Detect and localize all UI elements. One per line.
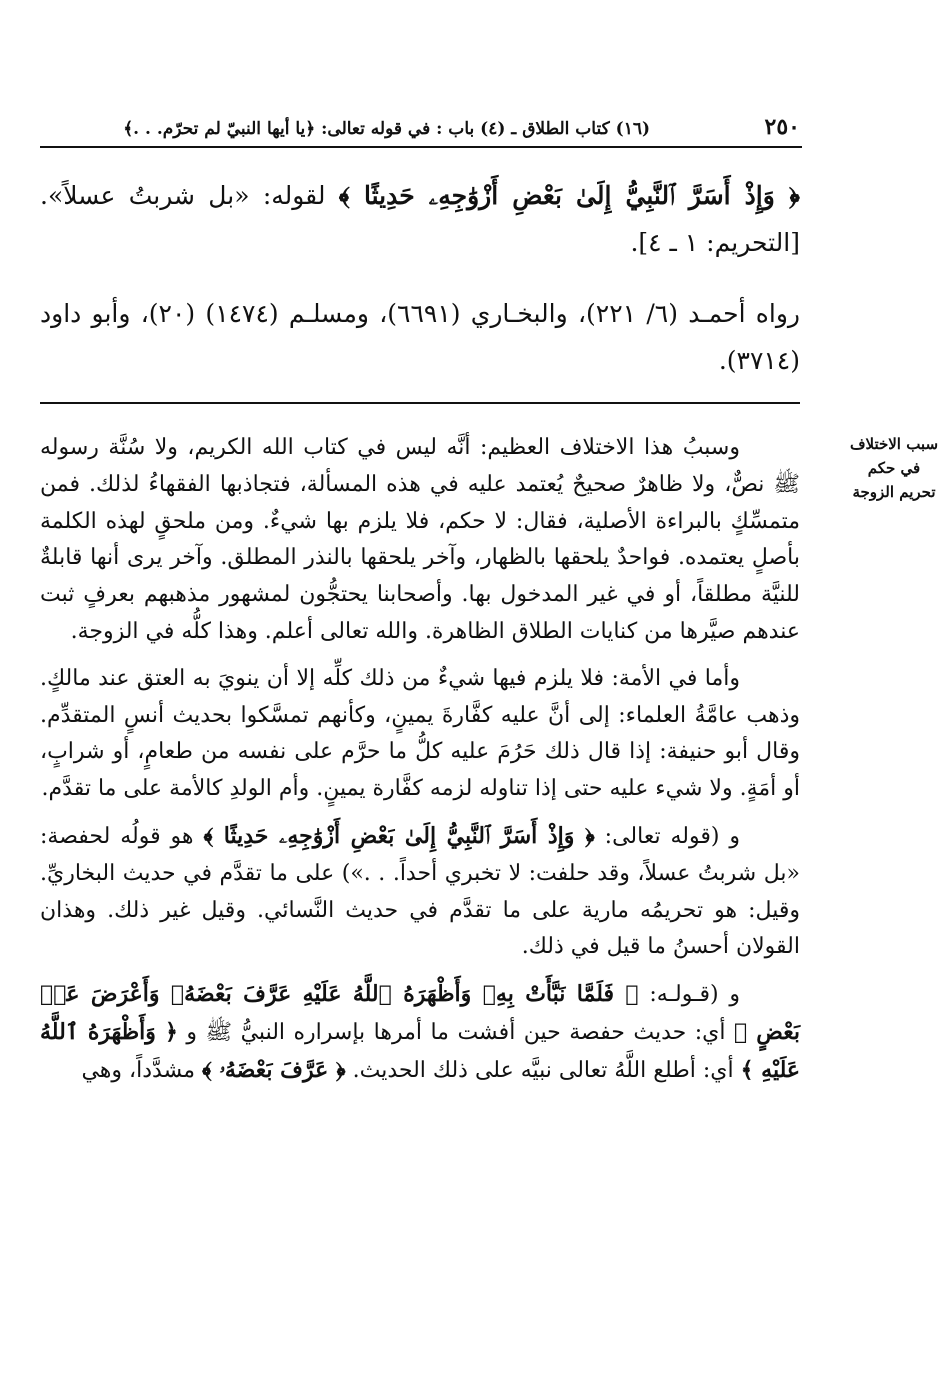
header-rule [40,146,802,148]
paragraph-prefix: و (قـولـه: [649,982,740,1008]
quran-verse: ﴿ عَرَّفَ بَعْضَهُۥ ﴾ [201,1056,346,1083]
commentary [40,430,800,1090]
hadith-text [40,172,800,266]
running-header [40,112,800,148]
margin-note: سبب الاختلاف في حكم تحريم الزوجة [849,435,939,501]
commentary-paragraph [40,976,800,1089]
paragraph-text: مشدَّداً، وهي [81,1057,195,1083]
quran-verse: ﴿ وَأَظْهَرَهُ ٱللَّهُ عَلَيْهِ ﴾ [40,1018,800,1083]
hadith-body: لقوله: «بل شربتُ عسلاً». [التحريم: ١ ـ ٤]. [40,181,800,257]
quran-verse: ﴿ وَإِذْ أَسَرَّ ٱلنَّبِيُّ إِلَىٰ بَعْضِ أَزْوَٰجِهِۦ حَدِيثًا ﴾ [203,822,595,849]
quran-verse: ﴿ وَإِذْ أَسَرَّ ٱلنَّبِيُّ إِلَىٰ بَعْضِ أَزْوَٰجِهِۦ حَدِيثًا ﴾ [338,181,800,210]
section-rule [40,402,800,404]
sources-text: رواه أحمـد (٦/ ٢٢١)، والبخـاري (٦٦٩١)، ومسلـم (١٤٧٤) (٢٠)، وأبو داود (٣٧١٤). [40,299,800,375]
page-number: ٢٥٠ [764,114,800,140]
commentary-paragraph: وأما في الأمة: فلا يلزم فيها شيءٌ من ذلك كلِّه إلا أن ينويَ به العتق عند مالكٍ. وذهب عامَّةُ العلماء: إلى أنَّ عليه كفَّارةَ يمينٍ، وكأنهم تمسَّكوا بحديث أنسٍ المتقدِّم. وقال أبو حنيفة: إذا قال ذلك حَرُمَ عليه كلُّ ما حرَّم على نفسه من طعامٍ، أو شرابٍ، أو أمَةٍ. ولا شيء عليه حتى إذا تناوله لزمه كفَّارة يمينٍ. وأم الولدِ كالأمة على ما تقدَّم. [40,665,800,802]
paragraph-text: أي: أطلع اللَّهُ تعالى نبيَّه على ذلك الحديث. [352,1057,734,1083]
quran-verse: ﴿ فَلَمَّا نَبَّأَتْ بِهِۦ وَأَظْهَرَهُ ٱللَّهُ عَلَيْهِ عَرَّفَ بَعْضَهُۥ وَأَعْرَضَ عَنۢ بَعْضٍ ﴾ [40,981,800,1045]
commentary-paragraph [40,818,800,966]
paragraph-prefix: و (قوله تعالى: [604,823,740,849]
paragraph-text: هو قولُه لحفصة: «بل شربتُ عسلاً، وقد حلفت: لا تخبري أحداً. . .») على ما تقدَّم في حديث البخاريِّ. وقيل: هو تحريمُه مارية على ما تقدَّم في حديث النَّسائي. وقيل غير ذلك. وهذان القولان أحسنُ ما قيل في ذلك. [40,823,800,960]
commentary-paragraph: وسببُ هذا الاختلاف العظيم: أنَّه ليس في كتاب الله الكريم، ولا سُنَّة رسوله ﷺ نصٌّ، ولا ظاهرٌ صحيحٌ يُعتمد عليه في هذه المسألة، فتجاذبها الفقهاءُ لذلك. فمن متمسِّكٍ بالبراءة الأصلية، فقال: لا حكم، فلا يلزم بها شيءٌ. ومن ملحقٍ لهذه الكلمة بأصلٍ يعتمده. فواحدٌ يلحقها بالظهار، وآخر يلحقها بالنذر المطلق. وآخر يرى أنها قابلةٌ للنيَّة مطلقاً، أو في غير المدخول بها. وأصحابنا يحتجُّون لمشهور مذهبهم بعرفٍ ثبت عندهم صيَّرها من كنايات الطلاق الظاهرة. والله تعالى أعلم. وهذا كلُّه في الزوجة. [40,435,800,644]
paragraph-text: أي: حديث حفصة حين أفشت ما أمرها بإسراره النبيُّ ﷺ و [186,1019,726,1045]
hadith-sources [40,290,800,384]
running-title: (١٦) كتاب الطلاق ـ (٤) باب : في قوله تعالى: ﴿يا أيها النبيّ لم تحرّم. . .﴾ [123,119,650,139]
